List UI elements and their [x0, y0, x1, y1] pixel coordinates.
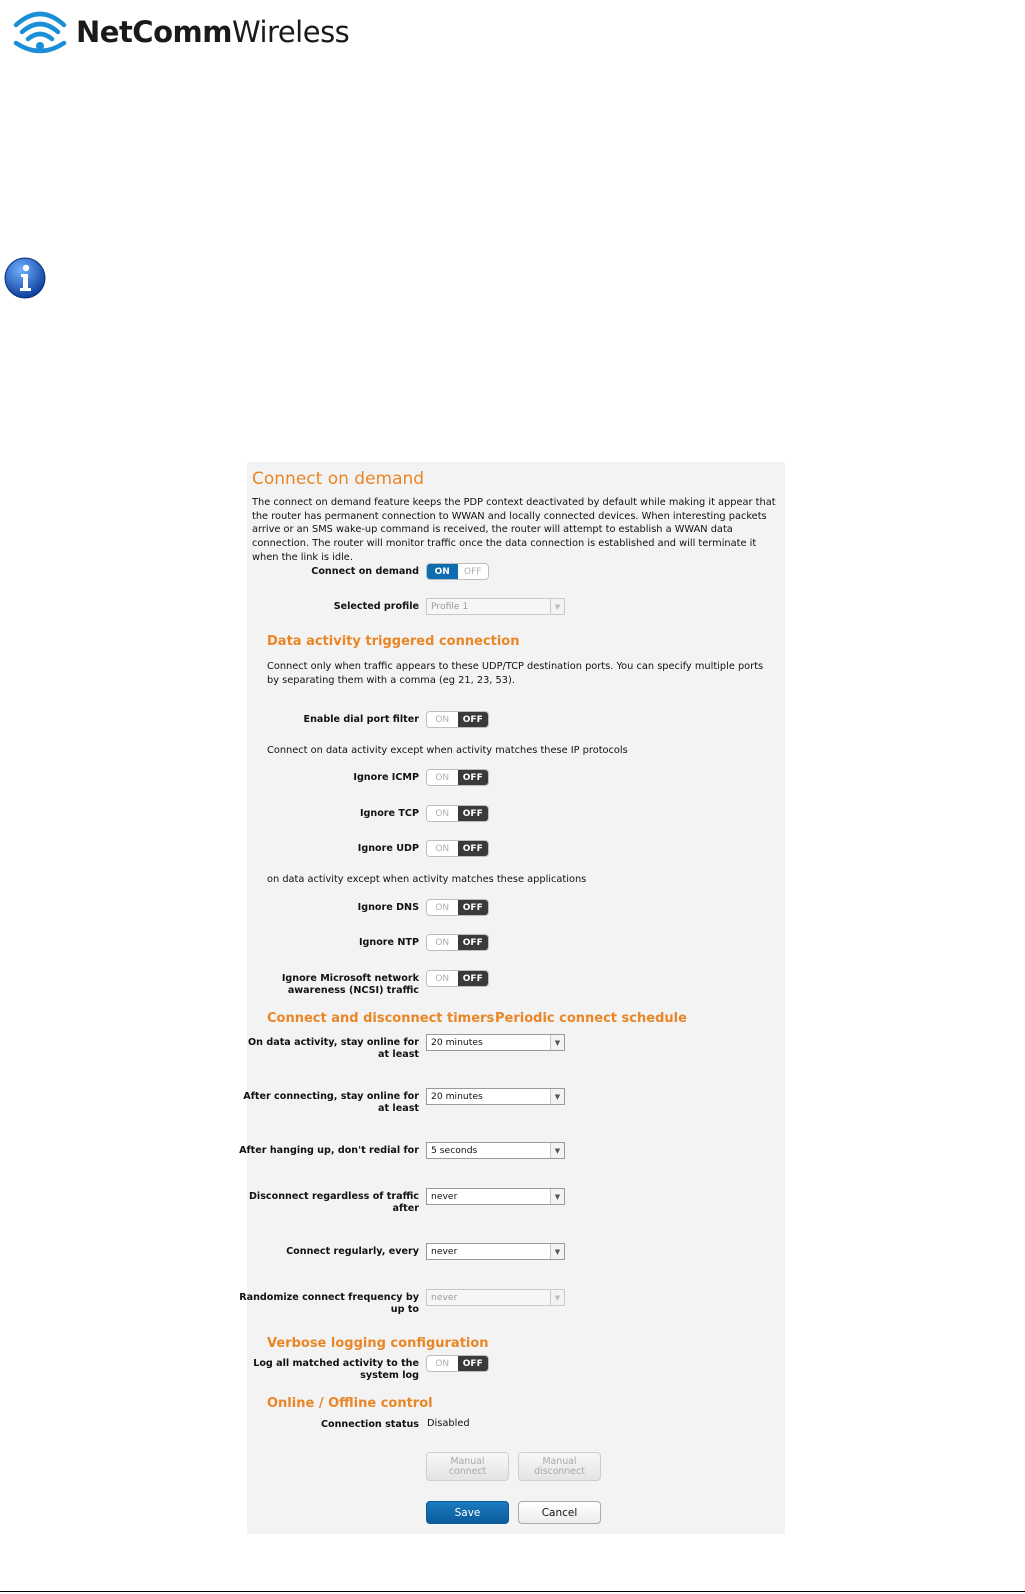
connect-on-demand-toggle[interactable] — [426, 563, 489, 580]
applications-note: on data activity except when activity matches these applications — [267, 874, 587, 885]
periodic-schedule-heading: Periodic connect schedule — [495, 1011, 687, 1026]
cancel-button[interactable]: Cancel — [518, 1501, 601, 1524]
select-value: 20 minutes — [431, 1091, 483, 1102]
toggle-off: OFF — [458, 806, 489, 821]
chevron-down-icon: ▼ — [550, 1035, 564, 1050]
ignore-dns-toggle[interactable] — [426, 899, 489, 916]
toggle-off: OFF — [458, 935, 489, 950]
toggle-on: ON — [427, 564, 458, 579]
toggle-on: ON — [427, 1356, 458, 1371]
selected-profile-label: Selected profile — [333, 601, 419, 612]
chevron-down-icon: ▼ — [550, 1189, 564, 1204]
toggle-on: ON — [427, 712, 458, 727]
dial-port-filter-toggle[interactable] — [426, 711, 489, 728]
timers-heading: Connect and disconnect timers — [267, 1011, 495, 1026]
logging-heading: Verbose logging configuration — [267, 1336, 489, 1351]
connection-status-value: Disabled — [427, 1418, 470, 1429]
chevron-down-icon: ▼ — [550, 1244, 564, 1259]
ignore-icmp-toggle[interactable] — [426, 769, 489, 786]
select-value: 20 minutes — [431, 1037, 483, 1048]
ignore-ntp-label: Ignore NTP — [358, 937, 419, 948]
ignore-udp-label: Ignore UDP — [357, 843, 419, 854]
selected-profile-value: Profile 1 — [431, 601, 469, 612]
ignore-ntp-toggle[interactable] — [426, 934, 489, 951]
toggle-on: ON — [427, 841, 458, 856]
ignore-tcp-toggle[interactable] — [426, 805, 489, 822]
netcomm-logo — [12, 6, 349, 58]
toggle-off: OFF — [458, 971, 489, 986]
protocols-note: Connect on data activity except when activity matches these IP protocols — [267, 745, 628, 756]
redial-label: After hanging up, don't redial for — [239, 1145, 419, 1156]
toggle-off: OFF — [458, 1356, 489, 1371]
wifi-logo-icon — [12, 7, 68, 57]
chevron-down-icon: ▼ — [550, 1143, 564, 1158]
page-description: The connect on demand feature keeps the PDP context deactivated by default while making it appear that the router has permanent connection to WWAN and locally connected devices. When interesting packets arrive or an SMS wake-up command is received, the router will attempt to establish a WWAN data connection. The router will monitor traffic once the data connection is established and will terminate it when the link is idle. — [252, 497, 776, 563]
ignore-tcp-label: Ignore TCP — [359, 808, 419, 819]
ignore-ncsi-label: Ignore Microsoft network awareness (NCSI) traffic — [281, 973, 419, 996]
manual-connect-button[interactable]: Manual connect — [426, 1452, 509, 1481]
connect-regularly-label: Connect regularly, every — [286, 1246, 419, 1257]
disconnect-label: Disconnect regardless of traffic after — [248, 1191, 419, 1214]
randomize-label: Randomize connect frequency by up to — [239, 1292, 419, 1315]
connection-status-label: Connection status — [320, 1419, 419, 1430]
chevron-down-icon: ▼ — [550, 599, 564, 614]
footer-divider — [0, 1591, 1025, 1592]
data-activity-note: Connect only when traffic appears to these UDP/TCP destination ports. You can specify multiple ports by separating them with a comma (eg 21, 23, 53). — [267, 661, 764, 686]
connect-on-demand-label: Connect on demand — [311, 566, 419, 577]
log-all-label: Log all matched activity to the system log — [253, 1358, 419, 1381]
connect-regularly-select[interactable] — [426, 1243, 565, 1260]
redial-select[interactable] — [426, 1142, 565, 1159]
data-activity-heading: Data activity triggered connection — [267, 634, 520, 649]
toggle-on: ON — [427, 971, 458, 986]
toggle-off: OFF — [458, 770, 489, 785]
toggle-on: ON — [427, 770, 458, 785]
ignore-icmp-label: Ignore ICMP — [353, 772, 419, 783]
toggle-off: OFF — [458, 712, 489, 727]
stay-online-data-select[interactable] — [426, 1034, 565, 1051]
select-value: never — [431, 1246, 458, 1257]
stay-online-data-label: On data activity, stay online for at least — [248, 1037, 419, 1060]
brand-name: NetCommWireless — [76, 15, 350, 49]
toggle-off: OFF — [458, 900, 489, 915]
chevron-down-icon: ▼ — [550, 1290, 564, 1305]
select-value: never — [431, 1191, 458, 1202]
toggle-on: ON — [427, 935, 458, 950]
stay-online-connect-select[interactable] — [426, 1088, 565, 1105]
toggle-on: ON — [427, 900, 458, 915]
page-title: Connect on demand — [252, 469, 425, 489]
control-heading: Online / Offline control — [267, 1396, 433, 1411]
disconnect-select[interactable] — [426, 1188, 565, 1205]
ignore-ncsi-toggle[interactable] — [426, 970, 489, 987]
selected-profile-select[interactable] — [426, 598, 565, 615]
select-value: 5 seconds — [431, 1145, 478, 1156]
ignore-dns-label: Ignore DNS — [357, 902, 419, 913]
save-button[interactable]: Save — [426, 1501, 509, 1524]
dial-port-filter-label: Enable dial port filter — [303, 714, 419, 725]
chevron-down-icon: ▼ — [550, 1089, 564, 1104]
toggle-off: OFF — [458, 841, 489, 856]
select-value: never — [431, 1292, 458, 1303]
randomize-select[interactable] — [426, 1289, 565, 1306]
info-icon — [4, 257, 46, 299]
toggle-off: OFF — [458, 564, 489, 579]
ignore-udp-toggle[interactable] — [426, 840, 489, 857]
stay-online-connect-label: After connecting, stay online for at least — [243, 1091, 419, 1114]
log-all-toggle[interactable] — [426, 1355, 489, 1372]
toggle-on: ON — [427, 806, 458, 821]
manual-disconnect-button[interactable]: Manual disconnect — [518, 1452, 601, 1481]
